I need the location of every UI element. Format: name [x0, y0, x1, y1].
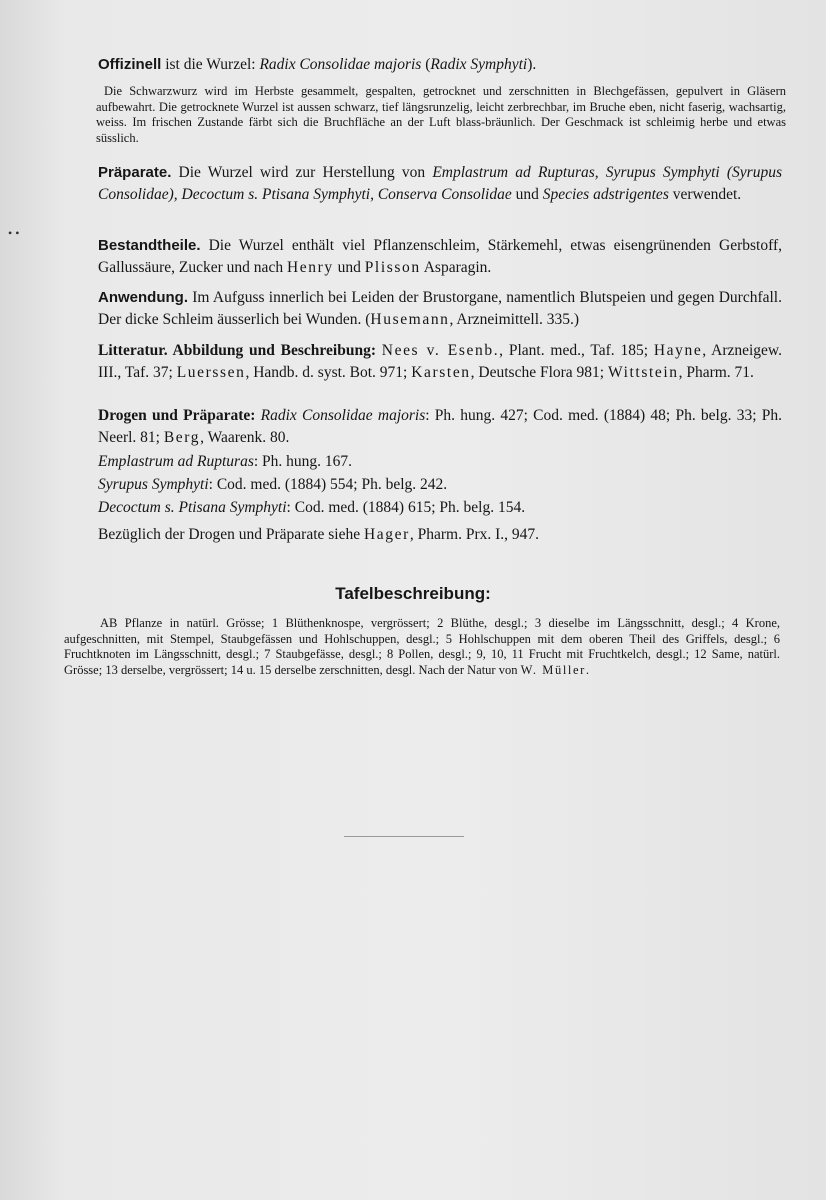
author-name: Wittstein [607, 364, 679, 381]
text: , Plant. med., Taf. 185; [499, 342, 654, 359]
author-name: Karsten [411, 364, 471, 381]
paragraph-syrupus [98, 474, 782, 496]
heading-drogen: Drogen und Präparate: [98, 407, 256, 424]
text: , Handb. d. syst. Bot. 971; [245, 364, 412, 381]
author-name: Berg [163, 429, 201, 446]
heading-bestandtheile: Bestandtheile. [98, 237, 201, 254]
divider-rule [344, 836, 464, 837]
text: , Deutsche Flora 981; [470, 364, 608, 381]
plate-description [64, 616, 780, 678]
latin-name: Radix Consolidae majoris [260, 407, 426, 424]
text: , Waarenk. 80. [200, 429, 290, 446]
paragraph-anwendung [98, 287, 782, 331]
text: Bezüglich der Drogen und Präparate siehe [98, 526, 364, 543]
text: : Ph. hung. 427; Cod. med. (1884) 48; Ph. belg. 33; Ph. Neerl. 81; [98, 407, 782, 446]
paragraph-drogen [98, 405, 782, 449]
latin-name: Species adstrigentes [542, 186, 669, 203]
paragraph-emplastrum [98, 451, 782, 473]
paragraph-hager [98, 524, 782, 546]
author-name: Plisson [364, 259, 421, 276]
heading-praeparate: Präparate. [98, 164, 172, 181]
text: , Arzneimittell. 335.) [449, 311, 580, 328]
paragraph-bestandtheile [98, 235, 782, 279]
text: ist die Wurzel: [161, 56, 260, 73]
author-name: Hayne [653, 342, 703, 359]
heading-anwendung: Anwendung. [98, 289, 188, 306]
text: AB Pflanze in natürl. Grösse; 1 Blüthenknospe, vergrössert; 2 Blüthe, desgl.; 3 dieselbe im Längsschnitt, desgl.; 4 Krone, aufgeschnitten, mit Stempel, Staubgefässen und Hohlschuppen, desgl.; 5 Hohlschuppen mit dem oberen Theil des Griffels, desgl.; 6 Fruchtknoten im Längsschnitt, desgl.; 7 Staubgefässe, desgl.; 8 Pollen, desgl.; 9, 10, 11 Frucht mit Fruchtkelch, desgl.; 12 Same, natürl. Grösse; 13 derselbe, vergrössert; 14 u. 15 derselbe zerschnitten, desgl. Nach der Natur von [64, 616, 780, 677]
latin-name: Decoctum s. Ptisana Symphyti [98, 499, 287, 516]
text: , Pharm. Prx. I., 947. [409, 526, 540, 543]
text: : Ph. hung. 167. [253, 453, 353, 470]
paragraph-offizinell [98, 54, 782, 76]
latin-name: Syrupus Symphyti [98, 476, 209, 493]
heading-offizinell: Offizinell [98, 56, 162, 73]
paragraph-description: Die Schwarzwurz wird im Herbste gesammelt, gespalten, getrocknet und zerschnitten in Blechgefässen, gepulvert in Gläsern aufbewahrt. Die getrocknete Wurzel ist aussen schwarz, tief längsrunzelig, leicht zerbrechbar, im Bruche eben, nicht faserig, wachsartig, weiss. Im frischen Zustande färbt sich die Bruchfläche an der Luft blass-bräunlich. Der Geschmack ist schleimig herbe und etwas süsslich. [96, 84, 786, 145]
heading-litteratur: Litteratur. Abbildung und Beschreibung: [98, 342, 376, 359]
text: , Pharm. 71. [678, 364, 754, 381]
text: Asparagin. [420, 259, 492, 276]
text: . [585, 662, 590, 677]
latin-name: Emplastrum ad Rupturas [98, 453, 254, 470]
text: Die Wurzel enthält viel Pflanzenschleim, Stärkemehl, etwas eisengrünenden Gerbstoff, Gallussäure, Zucker und nach [98, 237, 782, 276]
paragraph-praeparate [98, 162, 782, 206]
latin-name: Emplastrum ad Rupturas, Syrupus Symphyti (Syrupus Consolidae), Decoctum s. Ptisana Symphyti, Conserva Consolidae [98, 164, 782, 203]
text: Im Aufguss innerlich bei Leiden der Brustorgane, namentlich Blutspeien und gegen Durchfall. Der dicke Schleim äusserlich bei Wunden. ( [98, 289, 782, 328]
author-name: Hager [363, 526, 410, 543]
text: und [511, 186, 543, 203]
margin-dots: • • [8, 226, 20, 240]
section-title: Tafelbeschreibung: [335, 584, 491, 603]
paragraph-decoctum [98, 497, 782, 519]
text: Die Wurzel wird zur Herstellung von [171, 164, 433, 181]
text: : Cod. med. (1884) 615; Ph. belg. 154. [286, 499, 526, 516]
latin-name: Radix Symphyti [430, 56, 528, 73]
author-name: W. Müller [520, 662, 586, 677]
text: verwendet. [668, 186, 742, 203]
text: ( [421, 56, 431, 73]
latin-name: Radix Consolidae majoris [259, 56, 422, 73]
author-name: Luerssen [176, 364, 246, 381]
author-name: Nees v. Esenb. [381, 342, 500, 359]
text: und [333, 259, 365, 276]
author-name: Husemann [370, 311, 450, 328]
text: ). [527, 56, 537, 73]
text: : Cod. med. (1884) 554; Ph. belg. 242. [208, 476, 448, 493]
text: , Arzneigew. III., Taf. 37; [98, 342, 782, 381]
paragraph-litteratur [98, 340, 782, 384]
author-name: Henry [286, 259, 334, 276]
